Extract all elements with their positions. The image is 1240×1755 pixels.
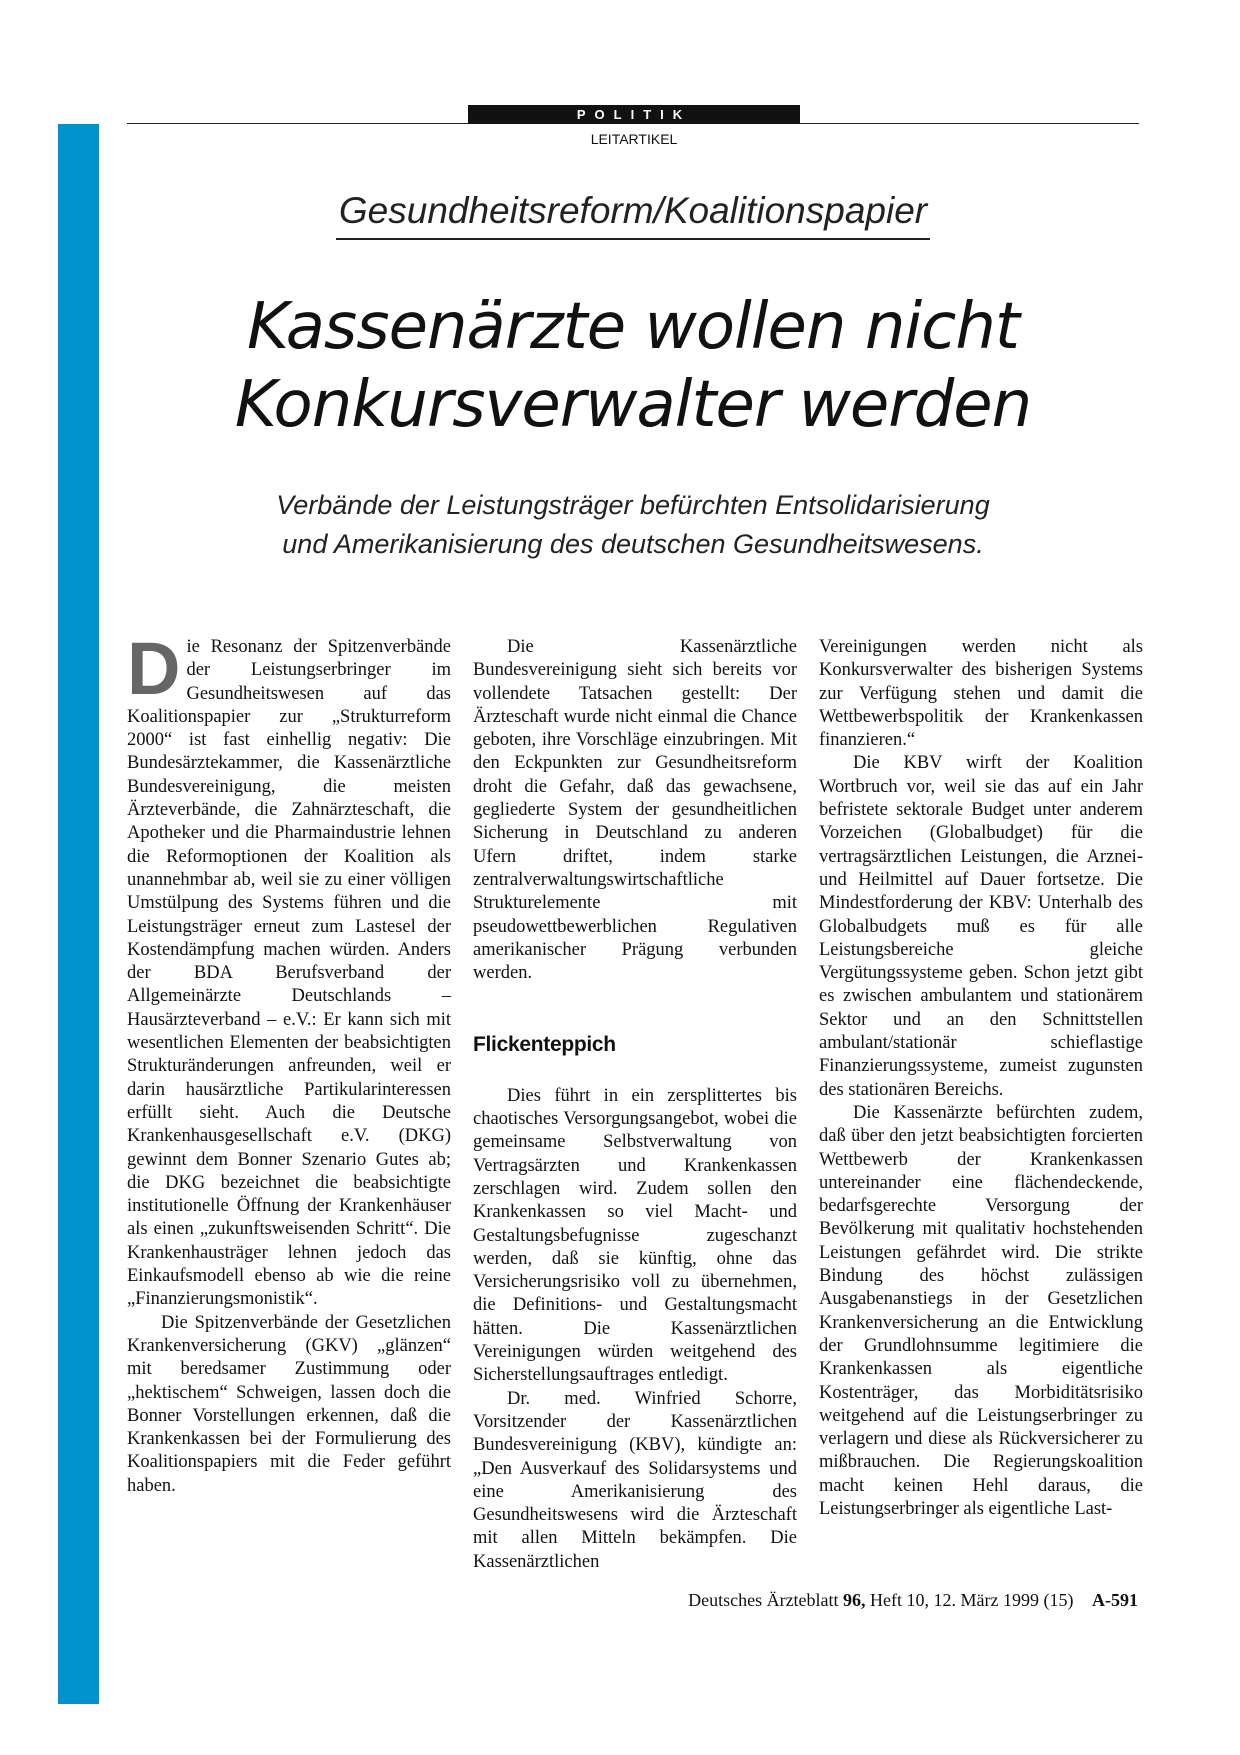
journal-name: Deutsches Ärzteblatt (688, 1590, 839, 1610)
paragraph: Die KBV wirft der Koalition Wortbruch vor, weil sie das auf ein Jahr befristete sektorale Budget unter anderem Vorzeichen (Globalbudget) für die vertragsärztlichen Leistungen, die Arznei- und Heilmittel auf Dauer fortsetze. Die Mindestforderung der KBV: Unterhalb des Globalbudgets muß es für alle Leistungsbereiche gleiche Vergütungssysteme geben. Schon jetzt gibt es zwischen ambulantem und stationärem Sektor und an den Schnittstellen ambulant/stationär schieflastige Finanzierungssysteme, zumeist zugunsten des stationären Bereichs. (819, 753, 1143, 1100)
section-label: POLITIK (468, 105, 800, 124)
paragraph (127, 627, 451, 1312)
journal-volume: 96, (843, 1590, 866, 1610)
kicker-underline (336, 238, 930, 240)
subsection-label: LEITARTIKEL (590, 131, 678, 147)
paragraph: Die Kassenärzte befürchten zudem, daß über den jetzt beabsichtigten forcierten Wettbewerb der Krankenkassen untereinander eine flächendeckende, bedarfsgerechte Versorgung der Bevölkerung mit qualitativ hochstehenden Leistungen gefährdet wird. Die strikte Bindung des höchst zulässigen Ausgabenanstiegs in der Gesetzlichen Krankenversicherung an die Entwicklung der Grundlohnsumme legitimiere die Krankenkassen als eigentliche Kostenträger, das Morbiditätsrisiko weitgehend auf die Leistungserbringer zu verlagern und diese als Rückversicherer zu mißbrauchen. Die Regierungskoalition macht keinen Hehl daraus, die Leistungserbringer als eigentliche Last- (819, 1102, 1143, 1519)
paragraph: Dr. med. Winfried Schorre, Vorsitzender der Kassenärztlichen Bundesvereinigung (KBV), kündigte an: „Den Ausverkauf des Solidarsystems und eine Amerikanisierung des Gesundheitswesens wird die Ärzteschaft mit allen Mitteln bekämpfen. Die Kassenärztlichen (473, 1388, 797, 1572)
text-column-2 (473, 636, 797, 1574)
headline-line-1: Kassenärzte wollen nicht (247, 290, 1019, 364)
paragraph: Dies führt in ein zersplittertes bis chaotisches Versorgungsangebot, wobei die gemeinsame Selbstverwaltung von Vertragsärzten und Krankenkassen zerschlagen wird. Zudem sollen den Krankenkassen so viel Macht- und Gestaltungsbefugnisse zugeschanzt werden, daß sie künftig, ohne das Versicherungsrisiko voll zu übernehmen, die Definitions- und Gestaltungsmacht hätten. Die Kassenärztlichen Vereinigungen würden weitgehend des Sicherstellungsauftrages entledigt. (473, 1085, 797, 1386)
paragraph: Die Kassenärztliche Bundesvereinigung sieht sich bereits vor vollendete Tatsachen gestellt: Der Ärzteschaft wurde nicht einmal die Chance geboten, ihre Vorschläge einzubringen. Mit den Eckpunkten zur Gesundheitsreform droht die Gefahr, daß das gewachsene, gegliederte System der gesundheitlichen Sicherung in Deutschland zu anderen Ufern driftet, indem starke zentralverwaltungswirtschaftliche Strukturelemente mit pseudowettbewerblichen Regulativen amerikanischer Prägung verbunden werden. (473, 637, 797, 984)
section-subheading: Flickenteppich (473, 1033, 616, 1057)
article-subhead (127, 486, 1139, 564)
headline-line-2: Konkursverwalter werden (234, 368, 1032, 442)
article-headline (127, 288, 1139, 444)
subhead-line-1: Verbände der Leistungsträger befürchten Entsolidarisierung (276, 490, 990, 520)
page-number: A-591 (1092, 1590, 1138, 1610)
text-column-1 (127, 627, 451, 1498)
paragraph: Die Spitzenverbände der Gesetzlichen Krankenversicherung (GKV) „glänzen“ mit beredsamer Zustimmung oder „hektischem“ Schweigen, lassen doch die Bonner Vorstellungen erkennen, daß die Krankenkassen bei der Formulierung des Koalitionspapiers mit die Feder geführt haben. (127, 1312, 451, 1496)
drop-cap: D (127, 627, 181, 710)
article-kicker: Gesundheitsreform/Koalitionspapier (338, 190, 928, 231)
paragraph-text: ie Resonanz der Spitzenverbände der Leistungserbringer im Gesundheitswesen auf das Koalitionspapier zur „Strukturreform 2000“ ist fast einhellig negativ: Die Bundesärztekammer, die Kassenärztliche Bundesvereinigung, die meisten Ärzteverbände, die Zahnärzteschaft, die Apotheker und die Pharmaindustrie lehnen die Reformoptionen der Koalition als unannehmbar ab, weil sie zu einer völligen Umstülpung des Systems führen und die Leistungsträger erneut zum Lastesel der Kostendämpfung machen würden. Anders der BDA Berufsverband der Allgemeinärzte Deutschlands – Hausärzteverband – e.V.: Er kann sich mit wesentlichen Elementen der beabsichtigten Strukturänderungen anfreunden, weil er darin hausärztliche Partikularinteressen erfüllt sieht. Auch die Deutsche Krankenhausgesellschaft e.V. (DKG) gewinnt dem Bonner Szenario Gutes ab; die DKG bezeichnet die beabsichtigte institutionelle Öffnung der Krankenhäuser als einen „zukunftsweisenden Schritt“. Die Krankenhausträger lehnen jedoch das Einkaufsmodell ebenso ab wie die reine „Finanzierungsmonistik“. (127, 637, 451, 1310)
text-column-3 (819, 636, 1143, 1521)
sidebar-accent-bar (58, 124, 99, 1704)
page-footer (688, 1590, 1138, 1611)
journal-issue: Heft 10, 12. März 1999 (15) (870, 1590, 1074, 1610)
subhead-line-2: und Amerikanisierung des deutschen Gesundheitswesens. (282, 529, 984, 559)
paragraph: Vereinigungen werden nicht als Konkursverwalter des bisherigen Systems zur Verfügung stehen und damit die Wettbewerbspolitik der Krankenkassen finanzieren.“ (819, 637, 1143, 751)
